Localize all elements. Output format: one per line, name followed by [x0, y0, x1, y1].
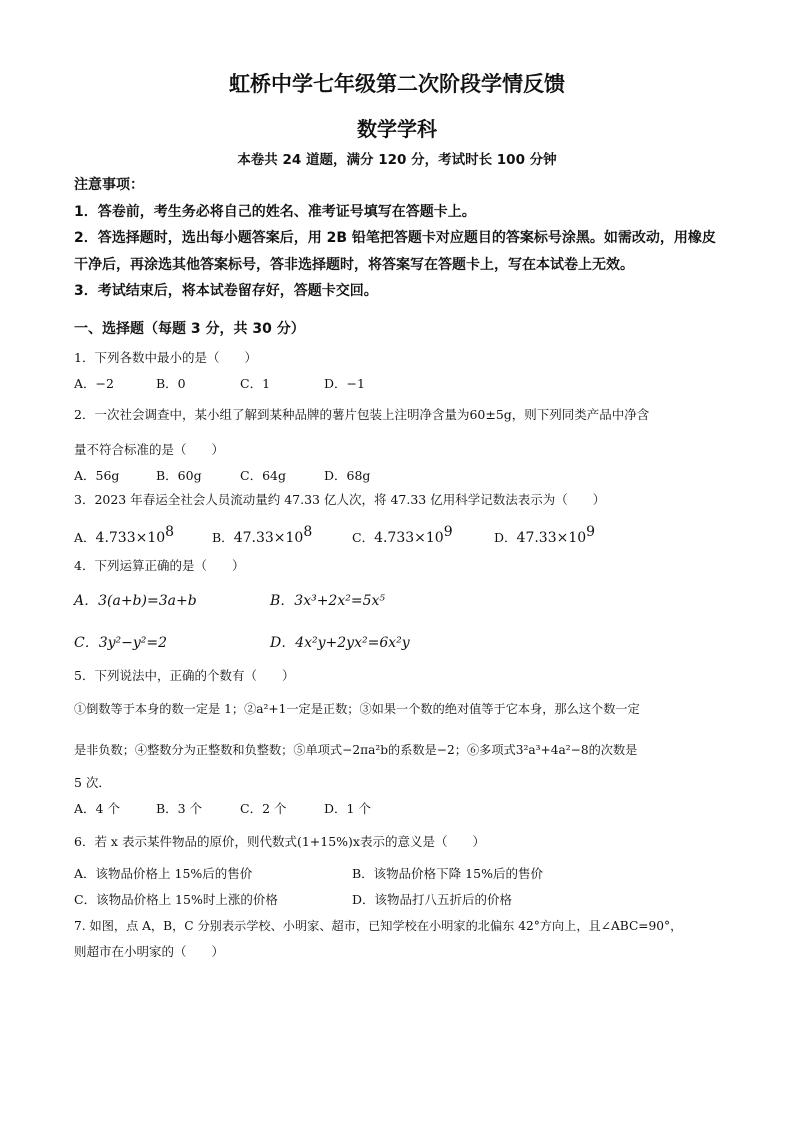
note-item: 2．答选择题时，选出每小题答案后，用 2B 铅笔把答题卡对应题目的答案标号涂黑。如需改动，用橡皮干净后，再涂选其他答案标号，答非选择题时，将答案写在答题卡上，写在本试卷上无效。	[74, 230, 716, 273]
q1-option-a: A．−2	[74, 376, 114, 391]
q3-option-b: B．$47.33\times 10^8$	[212, 524, 313, 546]
q1-stem: 1．下列各数中最小的是（ ）	[74, 350, 257, 365]
q3-option-c: C．$4.733\times 10^9$	[352, 524, 453, 546]
q3-option-d: D．$47.33\times 10^9$	[494, 524, 596, 546]
q2-option-d: D．68g	[324, 468, 371, 483]
section-title: 一、选择题（每题 3 分，共 30 分）	[74, 321, 305, 337]
q5-text-line1: ①倒数等于本身的数一定是 1；②a²+1一定是正数；③如果一个数的绝对值等于它本身，那么这个数一定	[74, 702, 640, 716]
q5-option-d: D．1 个	[324, 801, 371, 816]
q4-option-b: B．3x³+2x²=5x⁵	[270, 593, 385, 609]
q5-option-b: B．3 个	[156, 801, 203, 816]
q2-stem-line1: 2．一次社会调查中，某小组了解到某种品牌的薯片包装上注明净含量为60±5g，则下列同类产品中净含	[74, 407, 650, 422]
q2-stem-line2: 量不符合标准的是（ ）	[74, 442, 225, 457]
q7-stem-line2: 则超市在小明家的（ ）	[74, 944, 225, 959]
q2-option-b: B．60g	[156, 468, 202, 483]
note-item: 3．考试结束后，将本试卷留存好，答题卡交回。	[74, 283, 378, 299]
q1-option-b: B．0	[156, 376, 186, 391]
q6-option-c: C．该物品价格上 15%时上涨的价格	[74, 892, 278, 907]
q4-stem: 4．下列运算正确的是（ ）	[74, 558, 245, 573]
notes-heading: 注意事项：	[74, 177, 144, 193]
exam-info: 本卷共 24 道题，满分 120 分，考试时长 100 分钟	[237, 152, 557, 168]
q2-option-c: C．64g	[240, 468, 286, 483]
q4-option-d: D．4x²y+2yx²=6x²y	[270, 635, 410, 651]
q6-option-d: D．该物品打八五折后的价格	[352, 892, 513, 907]
q4-option-a: A．3(a+b)=3a+b	[74, 593, 197, 609]
note-item: 1．答卷前，考生务必将自己的姓名、准考证号填写在答题卡上。	[74, 203, 476, 220]
exam-title: 虹桥中学七年级第二次阶段学情反馈	[229, 72, 565, 96]
q5-option-c: C．2 个	[240, 801, 287, 816]
q2-option-a: A．56g	[74, 468, 120, 483]
q1-option-c: C．1	[240, 376, 271, 391]
q6-stem: 6．若 x 表示某件物品的原价，则代数式(1+15%)x表示的意义是（ ）	[74, 834, 485, 849]
q4-option-c: C．3y²−y²=2	[74, 635, 168, 651]
q6-option-b: B．该物品价格下降 15%后的售价	[352, 866, 543, 881]
q5-option-a: A．4 个	[74, 801, 120, 816]
q5-text-line3: 5 次．	[74, 775, 111, 790]
q3-stem: 3．2023 年春运全社会人员流动量约 47.33 亿人次，将 47.33 亿用科学记数法表示为（ ）	[74, 492, 606, 507]
q1-option-d: D．−1	[324, 376, 365, 391]
subject-title: 数学学科	[357, 117, 437, 141]
notes-block	[74, 172, 724, 305]
q3-option-a: A．$4.733\times 10^8$	[74, 524, 175, 546]
q5-text-line2: 是非负数；④整数分为正整数和负整数；⑤单项式−2πa²b的系数是−2；⑥多项式3²a³+4a²−8的次数是	[74, 743, 638, 757]
q7-stem-line1: 7. 如图，点 A，B，C 分别表示学校、小明家、超市，已知学校在小明家的北偏东 42°方向上，且∠ABC=90°，	[74, 919, 683, 933]
q6-option-a: A．该物品价格上 15%后的售价	[74, 866, 253, 881]
q5-stem: 5．下列说法中，正确的个数有（ ）	[74, 668, 295, 683]
